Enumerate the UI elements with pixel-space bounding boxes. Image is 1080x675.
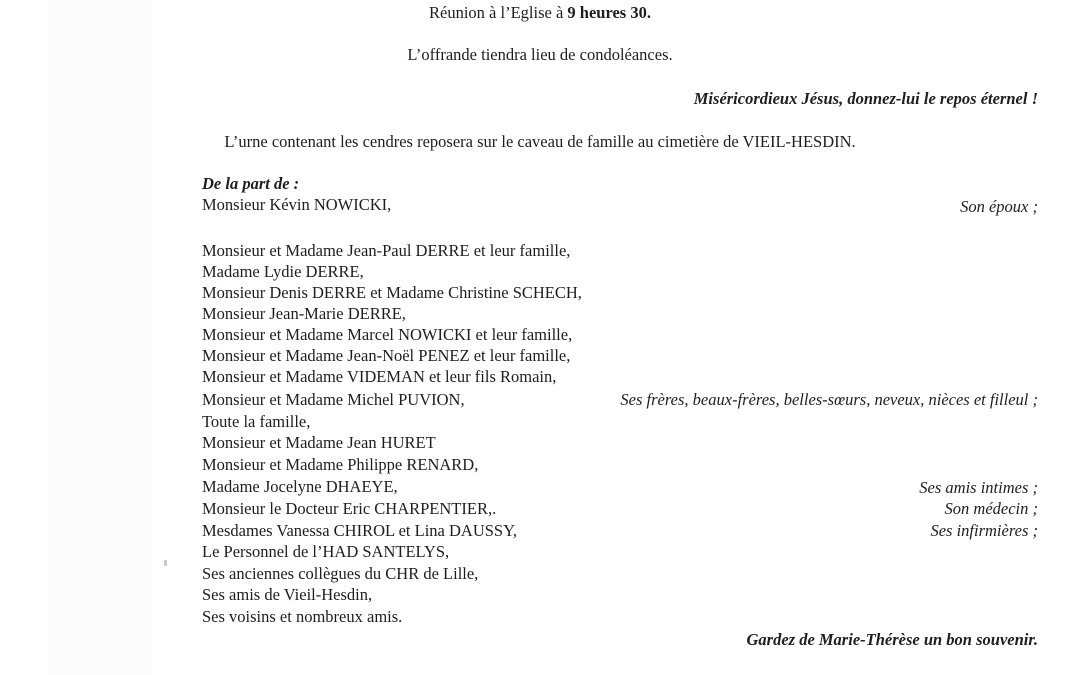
other-item: Mesdames Vanessa CHIROL et Lina DAUSSY, <box>202 521 518 540</box>
family-relation: Ses frères, beaux-frères, belles-sœurs, neveux, nièces et filleul ; <box>620 390 1038 409</box>
family-item: Monsieur et Madame Michel PUVION, <box>202 390 465 409</box>
other-item: Ses anciennes collègues du CHR de Lille, <box>202 564 479 583</box>
other-item: Ses amis de Vieil-Hesdin, <box>202 585 373 604</box>
spouse-name: Monsieur Kévin NOWICKI, <box>202 195 392 214</box>
urn-line: L’urne contenant les cendres reposera sur le caveau de famille au cimetière de VIEIL-HESDIN. <box>224 132 856 151</box>
other-item: Monsieur et Madame Philippe RENARD, <box>202 455 479 474</box>
scan-shadow <box>48 0 153 675</box>
closing-line: Gardez de Marie-Thérèse un bon souvenir. <box>746 630 1038 649</box>
family-item: Madame Lydie DERRE, <box>202 262 364 281</box>
other-item: Madame Jocelyne DHAEYE, <box>202 477 398 496</box>
friends-relation: Ses amis intimes ; <box>919 478 1038 497</box>
meeting-prefix: Réunion à l’Eglise à <box>429 3 568 22</box>
family-item: Monsieur et Madame VIDEMAN et leur fils Romain, <box>202 367 557 386</box>
meeting-time: 9 heures 30. <box>567 3 651 22</box>
prayer-line: Miséricordieux Jésus, donnez-lui le repos éternel ! <box>693 89 1038 108</box>
family-item: Monsieur Denis DERRE et Madame Christine SCHECH, <box>202 283 582 302</box>
other-item: Toute la famille, <box>202 412 311 431</box>
other-item: Monsieur et Madame Jean HURET <box>202 433 436 452</box>
meeting-line <box>0 2 1080 23</box>
other-item: Monsieur le Docteur Eric CHARPENTIER,. <box>202 499 497 518</box>
family-item: Monsieur et Madame Jean-Noël PENEZ et leur famille, <box>202 346 571 365</box>
family-item: Monsieur et Madame Jean-Paul DERRE et leur famille, <box>202 241 571 260</box>
family-item: Monsieur Jean-Marie DERRE, <box>202 304 406 323</box>
scan-speck <box>164 560 167 566</box>
spouse-relation: Son époux ; <box>960 197 1038 216</box>
other-item: Ses voisins et nombreux amis. <box>202 607 403 626</box>
doctor-relation: Son médecin ; <box>944 499 1038 518</box>
offering-line: L’offrande tiendra lieu de condoléances. <box>407 45 673 64</box>
from-label: De la part de : <box>202 174 300 193</box>
other-item: Le Personnel de l’HAD SANTELYS, <box>202 542 450 561</box>
nurses-relation: Ses infirmières ; <box>930 521 1038 540</box>
family-item: Monsieur et Madame Marcel NOWICKI et leur famille, <box>202 325 573 344</box>
